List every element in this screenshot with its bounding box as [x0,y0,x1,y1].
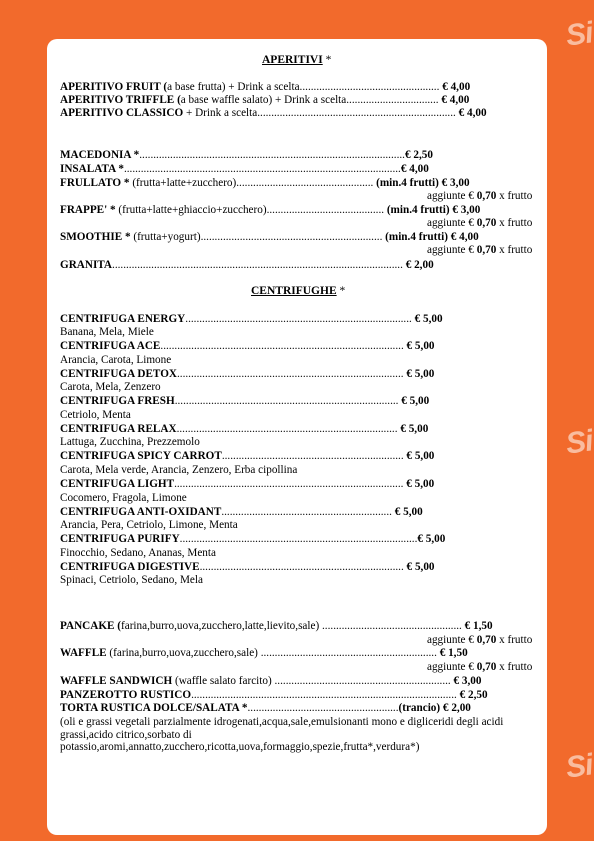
aggiunte-note: aggiunte € 0,70 x frutto [427,217,533,229]
centrifuga-energy-ingredients: Banana, Mela, Miele [60,326,154,338]
menu-item-insalata: INSALATA *...................................................................................................€ 4,00 [60,163,429,175]
section-title-aperitivi: APERITIVI * [262,54,332,66]
centrifuga-purify-name: CENTRIFUGA PURIFY.....................................................................................€ 5,00 [60,533,446,545]
centrifuga-anti-oxidant-ingredients: Arancia, Pera, Cetriolo, Limone, Menta [60,519,238,531]
aggiunte-note: aggiunte € 0,70 x frutto [427,661,533,673]
menu-item-waffle-sandwich: WAFFLE SANDWICH (waffle salato farcito) ............................................................... € 3,00 [60,675,482,687]
menu-item-smoothie: SMOOTHIE * (frutta+yogurt)................................................................. (min.4 frutti) € 4,00 [60,231,479,243]
centrifuga-spicy-carrot-name: CENTRIFUGA SPICY CARROT................................................................. € 5,00 [60,450,435,462]
menu-item-waffle: WAFFLE (farina,burro,uova,zucchero,sale) ............................................................... € 1,50 [60,647,468,659]
centrifuga-digestive-ingredients: Spinaci, Cetriolo, Sedano, Mela [60,574,203,586]
menu-item-granita: GRANITA........................................................................................................ € 2,00 [60,259,434,271]
centrifuga-digestive-name: CENTRIFUGA DIGESTIVE......................................................................... € 5,00 [60,561,435,573]
watermark-logo-middle: Si [563,424,594,461]
centrifuga-fresh-name: CENTRIFUGA FRESH................................................................................ € 5,00 [60,395,430,407]
watermark-logo-top: Si [563,16,594,53]
menu-item-aperitivo-triffle: APERITIVO TRIFFLE (a base waffle salato) + Drink a scelta................................. € 4,00 [60,94,470,106]
centrifuga-relax-ingredients: Lattuga, Zucchina, Prezzemolo [60,436,200,448]
menu-item-pancake: PANCAKE (farina,burro,uova,zucchero,latte,lievito,sale) .................................................. € 1,50 [60,620,493,632]
centrifuga-fresh-ingredients: Cetriolo, Menta [60,409,131,421]
menu-item-frappe: FRAPPE' * (frutta+latte+ghiaccio+zucchero).......................................... (min.4 frutti) € 3,00 [60,204,481,216]
centrifuga-spicy-carrot-ingredients: Carota, Mela verde, Arancia, Zenzero, Erba cipollina [60,464,298,476]
centrifuga-light-ingredients: Cocomero, Fragola, Limone [60,492,187,504]
aggiunte-note: aggiunte € 0,70 x frutto [427,190,533,202]
centrifuga-ace-name: CENTRIFUGA ACE....................................................................................... € 5,00 [60,340,435,352]
aggiunte-note: aggiunte € 0,70 x frutto [427,634,533,646]
menu-item-aperitivo-classico: APERITIVO CLASSICO + Drink a scelta....................................................................... € 4,00 [60,107,487,119]
centrifuga-ace-ingredients: Arancia, Carota, Limone [60,354,172,366]
centrifuga-relax-name: CENTRIFUGA RELAX............................................................................... € 5,00 [60,423,429,435]
menu-item-aperitivo-fruit: APERITIVO FRUIT (a base frutta) + Drink a scelta.................................................. € 4,00 [60,81,471,93]
torta-rustica-ingredients: (oli e grassi vegetali parzialmente idrogenati,acqua,sale,emulsionanti mono e digliceridi degli acidi grassi,acido citrico,sorbato di potassio,aromi,annatto,zucchero,ricotta,uova,formaggio,spezie,frutta*,verdura*) [60,716,504,753]
menu-item-frullato: FRULLATO * (frutta+latte+zucchero)................................................. (min.4 frutti) € 3,00 [60,177,470,189]
centrifuga-energy-name: CENTRIFUGA ENERGY................................................................................. € 5,00 [60,313,443,325]
menu-item-macedonia: MACEDONIA *...............................................................................................€ 2,50 [60,149,433,161]
menu-item-torta-rustica: TORTA RUSTICA DOLCE/SALATA *......................................................(trancio) € 2,00 [60,702,471,714]
centrifuga-purify-ingredients: Finocchio, Sedano, Ananas, Menta [60,547,216,559]
watermark-logo-bottom: Si [563,748,594,785]
menu-item-panzerotto-rustico: PANZEROTTO RUSTICO............................................................................................... € 2,50 [60,689,488,701]
section-title-centrifughe: CENTRIFUGHE * [251,285,346,297]
centrifuga-detox-ingredients: Carota, Mela, Zenzero [60,381,161,393]
centrifuga-anti-oxidant-name: CENTRIFUGA ANTI-OXIDANT............................................................. € 5,00 [60,506,423,518]
centrifuga-light-name: CENTRIFUGA LIGHT.................................................................................. € 5,00 [60,478,435,490]
centrifuga-detox-name: CENTRIFUGA DETOX................................................................................. € 5,00 [60,368,435,380]
aggiunte-note: aggiunte € 0,70 x frutto [427,244,533,256]
